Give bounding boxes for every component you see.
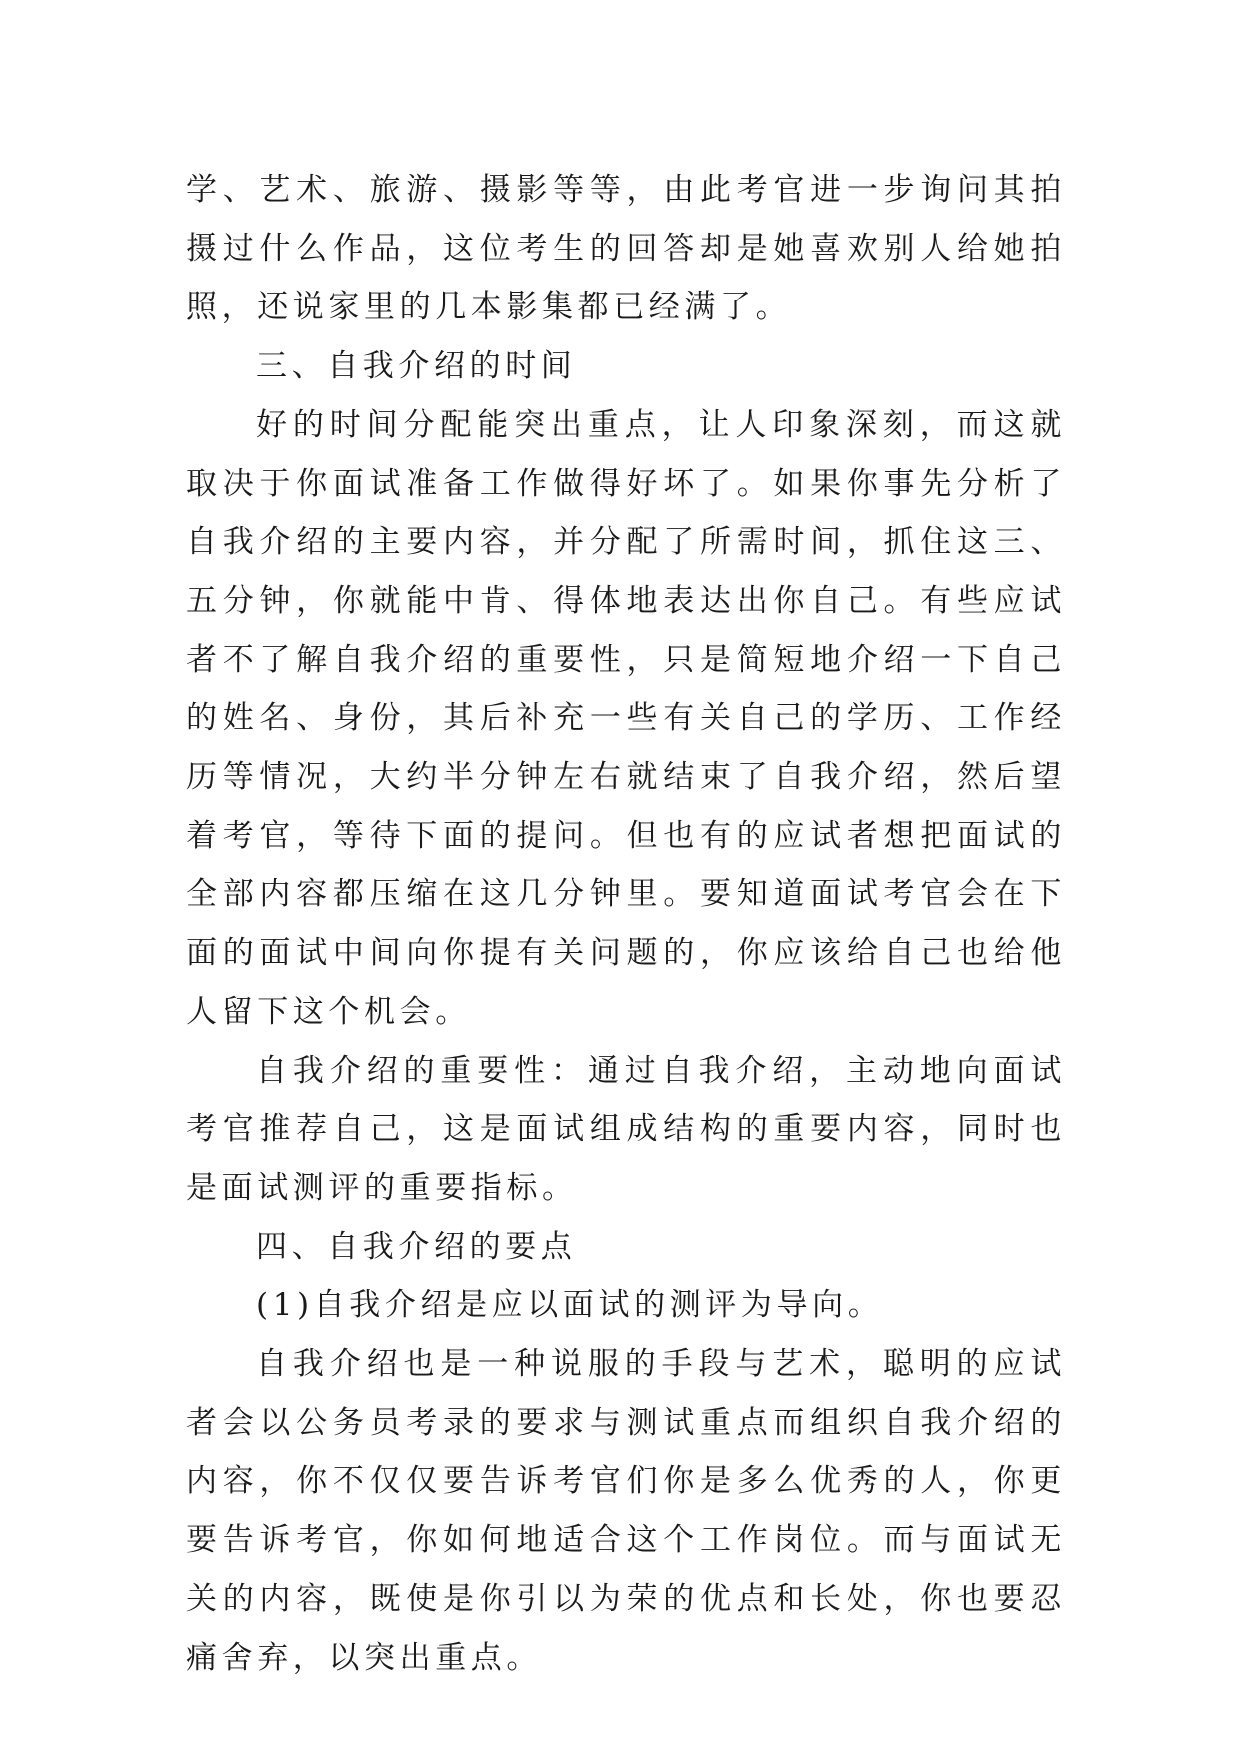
paragraph-importance: 自我介绍的重要性：通过自我介绍，主动地向面试考官推荐自己，这是面试组成结构的重要内容，同时也是面试测评的重要指标。 [186, 1052, 1066, 1206]
section-heading-time: 三、自我介绍的时间 [256, 348, 577, 385]
subheading-point-1: (1)自我介绍是应以面试的测评为导向。 [256, 1287, 884, 1324]
paragraph-continuation: 学、艺术、旅游、摄影等等，由此考官进一步询问其拍摄过什么作品，这位考生的回答却是她喜欢别人给她拍照，还说家里的几本影集都已经满了。 [186, 172, 1066, 326]
section-heading-key-points: 四、自我介绍的要点 [256, 1228, 577, 1265]
paragraph-time-allocation: 好的时间分配能突出重点，让人印象深刻，而这就取决于你面试准备工作做得好坏了。如果你事先分析了自我介绍的主要内容，并分配了所需时间，抓住这三、五分钟，你就能中肯、得体地表达出你自己。有些应试者不了解自我介绍的重要性，只是简短地介绍一下自己的姓名、身份，其后补充一些有关自己的学历、工作经历等情况，大约半分钟左右就结束了自我介绍，然后望着考官，等待下面的提问。但也有的应试者想把面试的全部内容都压缩在这几分钟里。要知道面试考官会在下面的面试中间向你提有关问题的，你应该给自己也给他人留下这个机会。 [186, 406, 1066, 1030]
document-body [186, 161, 1066, 1687]
paragraph-persuasion: 自我介绍也是一种说服的手段与艺术，聪明的应试者会以公务员考录的要求与测试重点而组织自我介绍的内容，你不仅仅要告诉考官们你是多么优秀的人，你更要告诉考官，你如何地适合这个工作岗位。而与面试无关的内容，既使是你引以为荣的优点和长处，你也要忍痛舍弃，以突出重点。 [186, 1346, 1066, 1676]
